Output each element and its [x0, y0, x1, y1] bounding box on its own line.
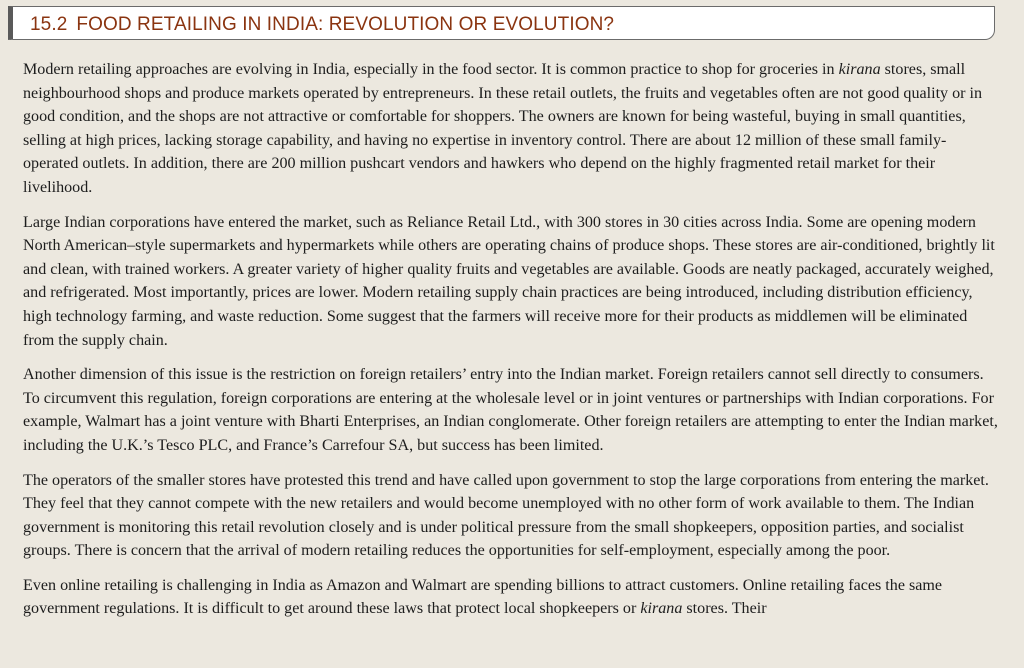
paragraph-1: Modern retailing approaches are evolving in India, especially in the food sector. It is common practice to shop for groceries in kirana stores, small neighbourhood shops and produce markets operated by entrepreneurs. In these retail outlets, the fruits and vegetables often are not good quality or in good condition, and the shops are not attractive or comfortable for shoppers. The owners are known for being wasteful, buying in small quantities, selling at high prices, lacking storage capability, and having no expertise in inventory control. There are about 12 million of these small family-operated outlets. In addition, there are 200 million pushcart vendors and hawkers who depend on the highly fragmented retail market for their livelihood. — [23, 61, 983, 196]
paragraph-2: Large Indian corporations have entered the market, such as Reliance Retail Ltd., with 300 stores in 30 cities across India. Some are opening modern North American–style supermarkets and hypermarkets while others are operating chains of produce shops. These stores are air-conditioned, brightly lit and clean, with trained workers. A greater variety of higher quality fruits and vegetables are available. Goods are neatly packaged, accurately weighed, and refrigerated. Most importantly, prices are lower. Modern retailing supply chain practices are being introduced, including distribution efficiency, high technology farming, and waste reduction. Some suggest that the farmers will receive more for their products as middlemen will be eliminated from the supply chain. — [23, 213, 995, 349]
italic-term: kirana — [640, 600, 683, 618]
article-body — [23, 58, 999, 632]
section-heading — [30, 14, 614, 36]
paragraph-4: The operators of the smaller stores have protested this trend and have called upon government to stop the large corporations from entering the market. They feel that they cannot compete with the new retailers and would become unemployed with no other form of work available to them. The Indian government is monitoring this retail revolution closely and is under political pressure from the small shopkeepers, opposition parties, and socialist groups. There is concern that the arrival of modern retailing reduces the opportunities for self-employment, especially among the poor. — [23, 471, 989, 560]
paragraph-3: Another dimension of this issue is the restriction on foreign retailers’ entry into the Indian market. Foreign retailers cannot sell directly to consumers. To circumvent this regulation, foreign corporations are entering at the wholesale level or in joint ventures or partnerships with Indian corporations. For example, Walmart has a joint venture with Bharti Enterprises, an Indian conglomerate. Other foreign retailers are attempting to enter the Indian market, including the U.K.’s Tesco PLC, and France’s Carrefour SA, but success has been limited. — [23, 366, 998, 454]
section-title: FOOD RETAILING IN INDIA: REVOLUTION OR EVOLUTION? — [76, 14, 615, 35]
section-number: 15.2 — [30, 14, 68, 35]
italic-term: kirana — [838, 61, 881, 78]
paragraph-5: Even online retailing is challenging in India as Amazon and Walmart are spending billions to attract customers. Online retailing faces the same government regulations. It is difficult to get around these laws that protect local shopkeepers or kirana stores. Their — [23, 576, 943, 618]
section-header-box — [8, 6, 995, 40]
